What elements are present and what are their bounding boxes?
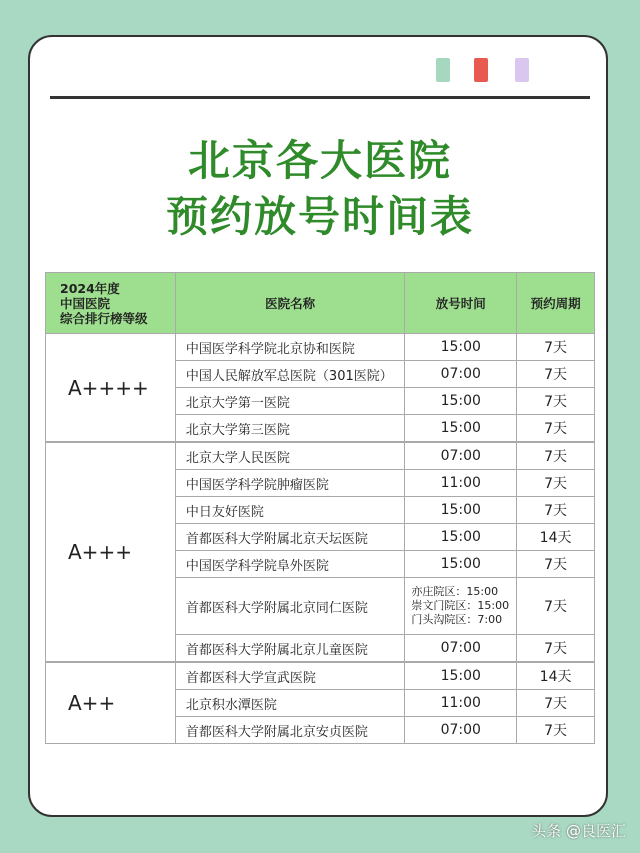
- release-time-multi: [405, 578, 517, 635]
- booking-cycle: 7天: [517, 388, 595, 415]
- release-time: 07:00: [405, 361, 517, 388]
- table-row: [46, 662, 595, 690]
- release-time: 07:00: [405, 442, 517, 470]
- watermark: 头条 @良医汇: [531, 822, 626, 840]
- campus-time: 亦庄院区：15:00: [411, 585, 499, 598]
- grade-cell: A+++: [46, 442, 176, 662]
- booking-cycle: 14天: [517, 524, 595, 551]
- booking-cycle: 7天: [517, 470, 595, 497]
- decor-square-green: [436, 58, 450, 82]
- release-time: 15:00: [405, 388, 517, 415]
- decor-square-purple: [515, 58, 529, 82]
- booking-cycle: 7天: [517, 361, 595, 388]
- booking-cycle: 7天: [517, 690, 595, 717]
- hospital-name: 中日友好医院: [175, 497, 404, 524]
- header-cycle: 预约周期: [517, 273, 595, 334]
- header-level: 2024年度 中国医院 综合排行榜等级: [46, 273, 176, 334]
- release-time: 15:00: [405, 662, 517, 690]
- hospital-name: 首都医科大学附属北京同仁医院: [175, 578, 404, 635]
- hospital-name: 中国人民解放军总医院（301医院）: [175, 361, 404, 388]
- hospital-name: 首都医科大学附属北京安贞医院: [175, 717, 404, 744]
- hospital-name: 中国医学科学院北京协和医院: [175, 334, 404, 361]
- table-row: [46, 442, 595, 470]
- hospital-name: 北京大学第一医院: [175, 388, 404, 415]
- release-time: 15:00: [405, 497, 517, 524]
- booking-cycle: 7天: [517, 497, 595, 524]
- release-time: 15:00: [405, 415, 517, 443]
- release-time: 07:00: [405, 635, 517, 663]
- release-time: 11:00: [405, 690, 517, 717]
- booking-cycle: 7天: [517, 717, 595, 744]
- hospital-name: 中国医学科学院肿瘤医院: [175, 470, 404, 497]
- booking-cycle: 7天: [517, 334, 595, 361]
- divider: [50, 96, 590, 99]
- schedule-table: [45, 272, 595, 744]
- title-line-1: 北京各大医院: [187, 136, 452, 185]
- header-name: 医院名称: [175, 273, 404, 334]
- release-time: 07:00: [405, 717, 517, 744]
- release-time: 15:00: [405, 551, 517, 578]
- hospital-name: 首都医科大学附属北京天坛医院: [175, 524, 404, 551]
- decor-square-red: [474, 58, 488, 82]
- hospital-name: 北京大学第三医院: [175, 415, 404, 443]
- hospital-name: 北京积水潭医院: [175, 690, 404, 717]
- campus-time: 门头沟院区：7:00: [411, 613, 503, 626]
- release-time: 15:00: [405, 524, 517, 551]
- booking-cycle: 7天: [517, 578, 595, 635]
- hospital-name: 首都医科大学附属北京儿童医院: [175, 635, 404, 663]
- header-time: 放号时间: [405, 273, 517, 334]
- campus-time: 崇文门院区：15:00: [411, 599, 510, 612]
- grade-cell: A++++: [46, 334, 176, 443]
- booking-cycle: 7天: [517, 415, 595, 443]
- release-time: 11:00: [405, 470, 517, 497]
- hospital-name: 中国医学科学院阜外医院: [175, 551, 404, 578]
- release-time: 15:00: [405, 334, 517, 361]
- booking-cycle: 7天: [517, 551, 595, 578]
- booking-cycle: 7天: [517, 442, 595, 470]
- hospital-name: 首都医科大学宣武医院: [175, 662, 404, 690]
- table-row: [46, 334, 595, 361]
- booking-cycle: 7天: [517, 635, 595, 663]
- booking-cycle: 14天: [517, 662, 595, 690]
- table-header: [46, 273, 595, 334]
- grade-cell: A++: [46, 662, 176, 744]
- hospital-name: 北京大学人民医院: [175, 442, 404, 470]
- title-line-2: 预约放号时间表: [165, 192, 474, 241]
